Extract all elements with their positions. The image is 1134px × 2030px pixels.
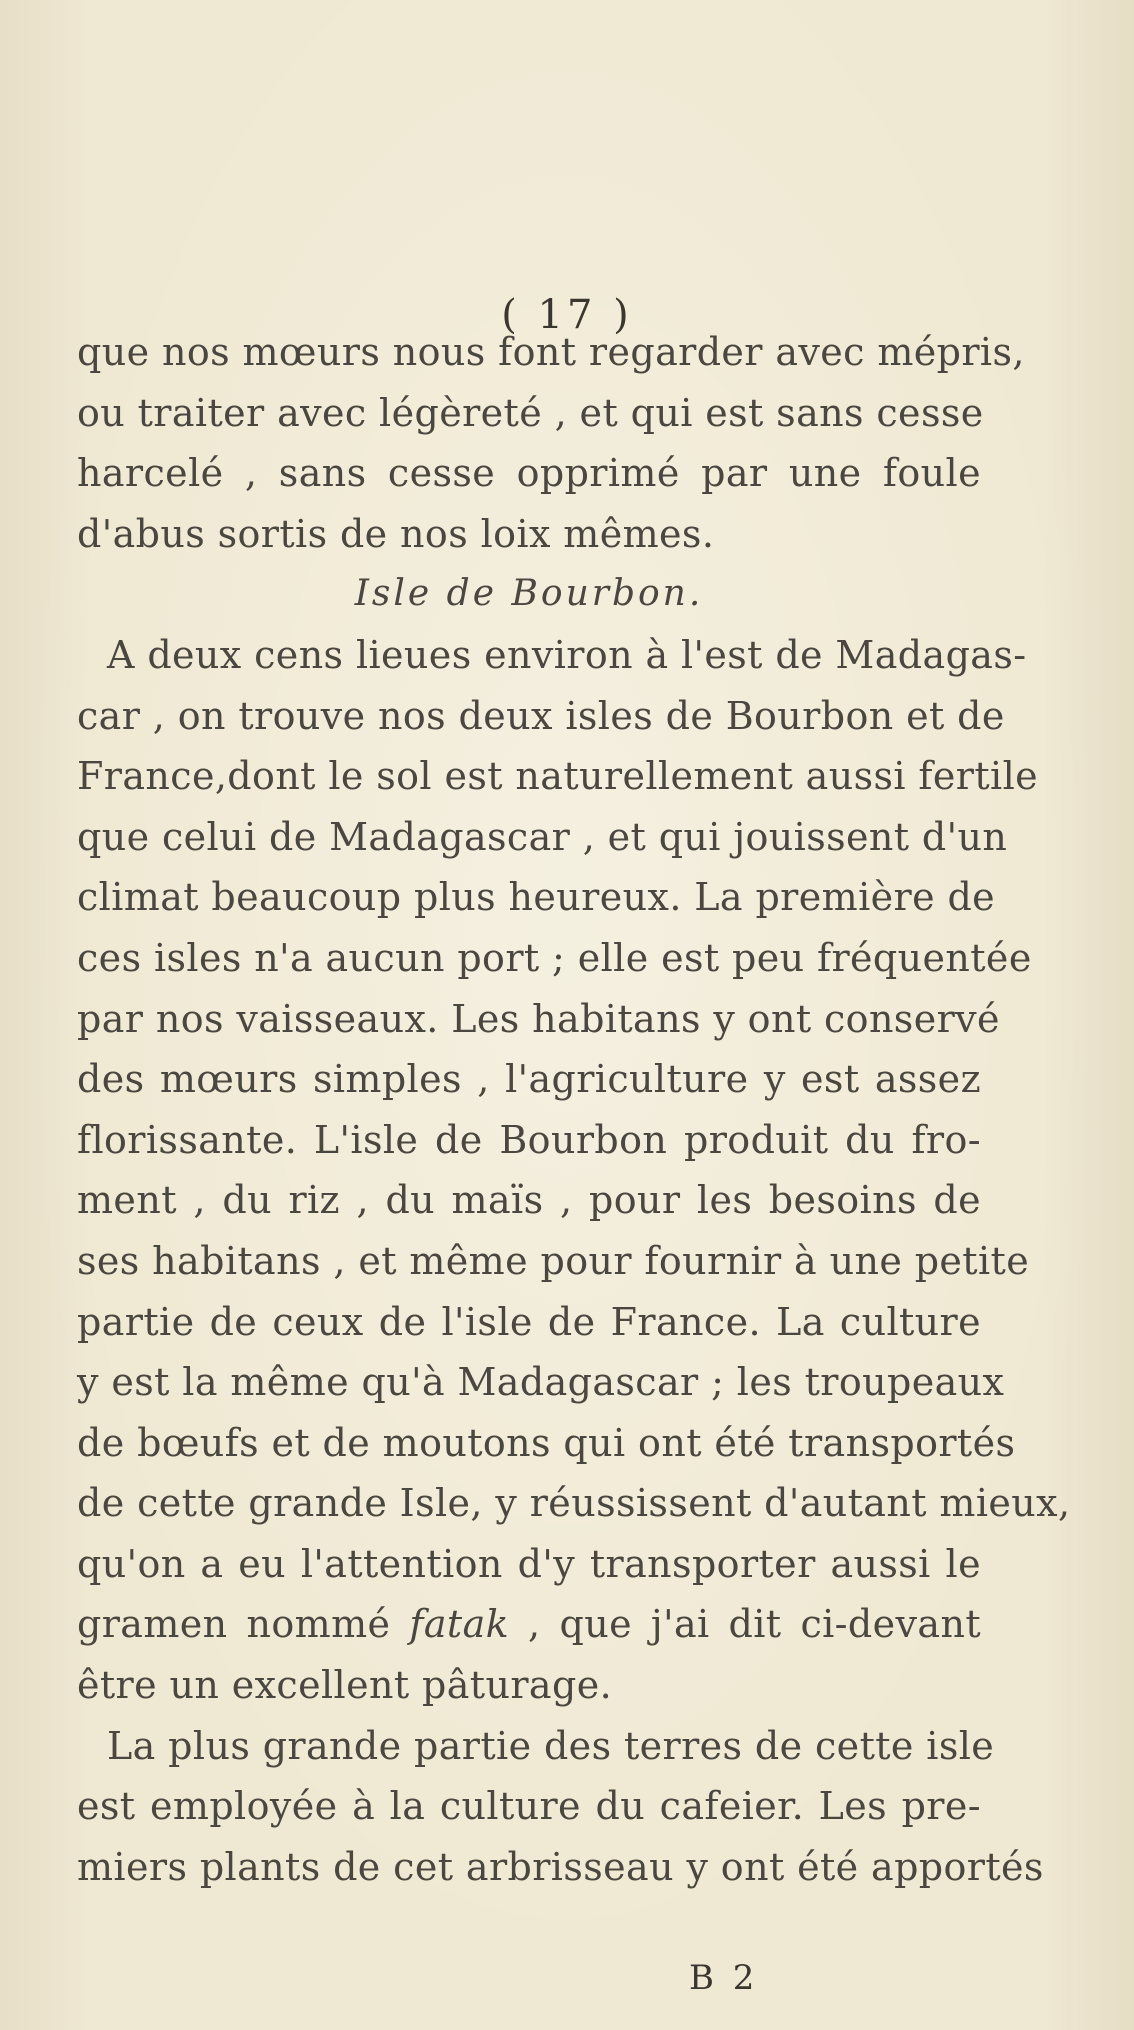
text-line: des mœurs simples , l'agriculture y est assez [77,1057,981,1102]
text-line: est employée à la culture du cafeier. Les pre- [77,1784,981,1829]
text-line: ou traiter avec légèreté , et qui est sans cesse [77,390,984,435]
text-line: florissante. L'isle de Bourbon produit du fro- [77,1117,981,1162]
text-line: être un excellent pâturage. [77,1663,613,1708]
text-line: miers plants de cet arbrisseau y ont été apportés [77,1844,1044,1889]
section-heading: Isle de Bourbon. [354,573,704,615]
text-line: par nos vaisseaux. Les habitans y ont conservé [77,996,1000,1041]
text-line: y est la même qu'à Madagascar ; les troupeaux [77,1360,1005,1405]
text-line: France,dont le sol est naturellement aussi fertile [77,754,1039,799]
text-line: A deux cens lieues environ à l'est de Madagas- [107,632,1027,677]
text-line: de bœufs et de moutons qui ont été transportés [77,1420,1016,1465]
body-text [77,322,1071,1897]
text-line-fatak [77,1594,981,1655]
text-line: climat beaucoup plus heureux. La première de [77,875,996,920]
text-segment: , que j'ai dit ci-devant [509,1602,981,1647]
text-line: ses habitans , et même pour fournir à une petite [77,1238,1030,1283]
signature-mark: B 2 [689,1958,759,1998]
text-line: La plus grande partie des terres de cette isle [107,1723,995,1768]
text-segment: gramen nommé [77,1602,410,1647]
text-line: ces isles n'a aucun port ; elle est peu fréquentée [77,935,1032,980]
text-line: ment , du riz , du maïs , pour les besoins de [77,1178,981,1223]
text-line: partie de ceux de l'isle de France. La culture [77,1299,981,1344]
italic-word: fatak [409,1602,510,1647]
page-number: ( 17 ) [501,292,633,338]
text-line: qu'on a eu l'attention d'y transporter aussi le [77,1541,981,1586]
text-line: car , on trouve nos deux isles de Bourbon et de [77,693,1005,738]
text-line: que celui de Madagascar , et qui jouissent d'un [77,814,1008,859]
text-line: harcelé , sans cesse opprimé par une foule [77,451,981,496]
text-line: de cette grande Isle, y réussissent d'autant mieux, [77,1481,1071,1526]
text-line: que nos mœurs nous font regarder avec mépris, [77,330,1025,374]
text-line: d'abus sortis de nos loix mêmes. [77,511,715,556]
